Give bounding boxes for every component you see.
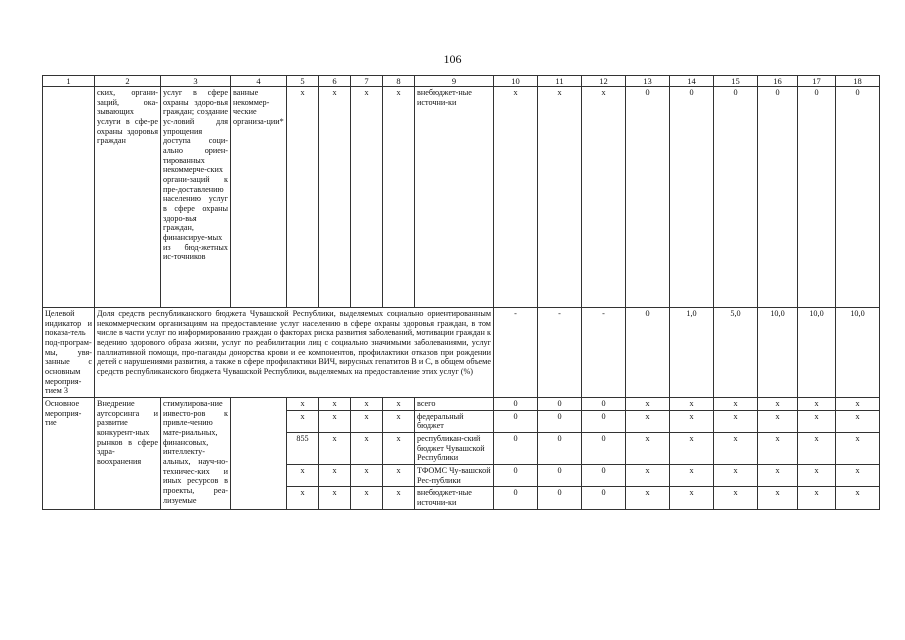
table-cell: Внедрение аутсорсинга и развитие конкурент-ных рынков в сфере здра-воохранения bbox=[95, 398, 161, 510]
table-cell: 0 bbox=[538, 433, 582, 465]
table-cell: ванные некоммер-ческие организа-ции* bbox=[231, 87, 287, 308]
table-cell: 1,0 bbox=[670, 308, 714, 398]
table-cell: 0 bbox=[626, 308, 670, 398]
indicator-text: Доля средств республиканского бюджета Чувашской Республики, выделяемых социально ориентированным некоммерческим организациям на предоставление услуг населению в сфере охраны здоровья граждан, в том числе в части услуг по информированию граждан о факторах риска развития заболеваний, мотивации граждан к ведению здорового образа жизни, услуг по реабилитации лиц с социально значимыми заболеваниями, услуг паллиативной помощи, про-паганды донорства крови и ее компонентов, профилактики отказов при рождении детей с нарушениями развития, а также в сфере профилактики ВИЧ, вирусных гепатитов B и C, в общем объеме средств республиканского бюджета Чувашской Республики, выделяемых на предоставление этих услуг (%) bbox=[95, 308, 494, 398]
table-cell: x bbox=[351, 487, 383, 509]
table-cell: 0 bbox=[494, 487, 538, 509]
table-cell: x bbox=[758, 398, 798, 411]
table-cell: - bbox=[538, 308, 582, 398]
table-cell: x bbox=[714, 433, 758, 465]
table-cell: x bbox=[351, 398, 383, 411]
table-cell: 0 bbox=[538, 465, 582, 487]
table-cell: x bbox=[836, 465, 880, 487]
table-cell: республикан-ский бюджет Чувашской Республики bbox=[415, 433, 494, 465]
table-cell: x bbox=[582, 87, 626, 308]
table-cell: x bbox=[714, 465, 758, 487]
table-cell: 0 bbox=[582, 465, 626, 487]
table-cell: 10,0 bbox=[758, 308, 798, 398]
table-cell: 0 bbox=[582, 398, 626, 411]
table-cell: 0 bbox=[798, 87, 836, 308]
table-cell: x bbox=[538, 87, 582, 308]
table-cell: x bbox=[351, 465, 383, 487]
table-cell: x bbox=[798, 410, 836, 432]
header-cell: 10 bbox=[494, 76, 538, 87]
page-number: 106 bbox=[443, 52, 462, 66]
table-cell: x bbox=[351, 410, 383, 432]
header-cell: 18 bbox=[836, 76, 880, 87]
table-cell: x bbox=[798, 487, 836, 509]
table-cell: x bbox=[319, 465, 351, 487]
table-cell: x bbox=[798, 433, 836, 465]
table-cell: x bbox=[383, 398, 415, 411]
table-cell: 0 bbox=[538, 487, 582, 509]
table-cell: 0 bbox=[494, 410, 538, 432]
table-cell: x bbox=[836, 398, 880, 411]
table-cell: x bbox=[670, 398, 714, 411]
table-cell: 0 bbox=[758, 87, 798, 308]
table-cell: 0 bbox=[494, 398, 538, 411]
header-row bbox=[43, 76, 880, 87]
indicator-label: Целевой индикатор и показа-тель под-програм-мы, увя-занные с основным мероприя-тием 3 bbox=[43, 308, 95, 398]
table-cell: x bbox=[494, 87, 538, 308]
table-cell: x bbox=[383, 465, 415, 487]
table-cell: 0 bbox=[538, 398, 582, 411]
header-cell: 15 bbox=[714, 76, 758, 87]
header-cell: 9 bbox=[415, 76, 494, 87]
table-cell: x bbox=[626, 487, 670, 509]
table-cell: стимулирова-ние инвесто-ров к привле-чению мате-риальных, финансовых, интеллекту-альных, науч-но-техничес-ких и иных ресурсов в проекты, реа-лизуемые bbox=[161, 398, 231, 510]
table-cell: x bbox=[670, 487, 714, 509]
table-cell: 0 bbox=[582, 410, 626, 432]
table-cell: 0 bbox=[582, 487, 626, 509]
header-cell: 7 bbox=[351, 76, 383, 87]
table-cell: - bbox=[582, 308, 626, 398]
table-cell: x bbox=[836, 410, 880, 432]
table-cell: x bbox=[287, 410, 319, 432]
table-cell: x bbox=[714, 398, 758, 411]
table-cell: x bbox=[836, 433, 880, 465]
table-cell: внебюджет-ные источни-ки bbox=[415, 487, 494, 509]
header-cell: 3 bbox=[161, 76, 231, 87]
header-cell: 5 bbox=[287, 76, 319, 87]
table-cell: x bbox=[670, 433, 714, 465]
table-cell: ских, органи-заций, ока-зывающих услуги в сфе-ре охраны здоровья граждан bbox=[95, 87, 161, 308]
header-cell: 17 bbox=[798, 76, 836, 87]
table-cell: 0 bbox=[626, 87, 670, 308]
header-cell: 16 bbox=[758, 76, 798, 87]
table-cell: x bbox=[319, 433, 351, 465]
table-row bbox=[43, 398, 880, 411]
table-cell: x bbox=[319, 87, 351, 308]
indicator-row bbox=[43, 308, 880, 398]
table-cell: 0 bbox=[582, 433, 626, 465]
table-cell: x bbox=[383, 487, 415, 509]
table-cell: 0 bbox=[714, 87, 758, 308]
header-cell: 11 bbox=[538, 76, 582, 87]
table-cell bbox=[43, 87, 95, 308]
table-cell: 0 bbox=[670, 87, 714, 308]
table-cell: x bbox=[836, 487, 880, 509]
table-cell bbox=[231, 398, 287, 510]
table-cell: x bbox=[383, 87, 415, 308]
table-cell: 10,0 bbox=[836, 308, 880, 398]
header-cell: 13 bbox=[626, 76, 670, 87]
table-cell: 5,0 bbox=[714, 308, 758, 398]
table-cell: x bbox=[383, 433, 415, 465]
header-cell: 12 bbox=[582, 76, 626, 87]
table-cell: x bbox=[383, 410, 415, 432]
table-cell: Основное мероприя-тие bbox=[43, 398, 95, 510]
table-cell: x bbox=[798, 398, 836, 411]
table-cell: x bbox=[670, 465, 714, 487]
table-cell: x bbox=[758, 487, 798, 509]
program-table bbox=[42, 75, 880, 510]
table-cell: x bbox=[714, 410, 758, 432]
header-cell: 4 bbox=[231, 76, 287, 87]
table-cell: x bbox=[758, 410, 798, 432]
table-cell: 0 bbox=[494, 465, 538, 487]
table-cell: x bbox=[319, 398, 351, 411]
table-cell: x bbox=[319, 487, 351, 509]
table-cell: x bbox=[670, 410, 714, 432]
table-cell: услуг в сфере охраны здоро-вья граждан; создание ус-ловий для упрощения доступа соци-ально ориен-тированных некоммерче-ских органи-заций к пре-доставлению населению услуг в сфере охраны здоро-вья граждан, финансируе-мых из бюд-жетных ис-точников bbox=[161, 87, 231, 308]
table-cell: федеральный бюджет bbox=[415, 410, 494, 432]
table-cell: ТФОМС Чу-вашской Рес-публики bbox=[415, 465, 494, 487]
table-row-continued bbox=[43, 87, 880, 308]
header-cell: 14 bbox=[670, 76, 714, 87]
table-cell: x bbox=[758, 433, 798, 465]
table-cell: 0 bbox=[538, 410, 582, 432]
table-cell: x bbox=[798, 465, 836, 487]
table-cell: 0 bbox=[836, 87, 880, 308]
table-cell: x bbox=[626, 410, 670, 432]
table-cell: 0 bbox=[494, 433, 538, 465]
table-cell: x bbox=[287, 487, 319, 509]
table-cell: x bbox=[626, 465, 670, 487]
table-cell: 855 bbox=[287, 433, 319, 465]
table-cell: x bbox=[319, 410, 351, 432]
table-cell: x bbox=[626, 433, 670, 465]
table-cell: x bbox=[714, 487, 758, 509]
header-cell: 8 bbox=[383, 76, 415, 87]
table-cell: - bbox=[494, 308, 538, 398]
table-cell: внебюджет-ные источни-ки bbox=[415, 87, 494, 308]
table-cell: x bbox=[287, 398, 319, 411]
table-cell: x bbox=[287, 87, 319, 308]
table-cell: всего bbox=[415, 398, 494, 411]
table-cell: 10,0 bbox=[798, 308, 836, 398]
table-cell: x bbox=[626, 398, 670, 411]
table-cell: x bbox=[287, 465, 319, 487]
table-cell: x bbox=[351, 433, 383, 465]
table-cell: x bbox=[351, 87, 383, 308]
table-cell: x bbox=[758, 465, 798, 487]
header-cell: 2 bbox=[95, 76, 161, 87]
header-cell: 6 bbox=[319, 76, 351, 87]
header-cell: 1 bbox=[43, 76, 95, 87]
